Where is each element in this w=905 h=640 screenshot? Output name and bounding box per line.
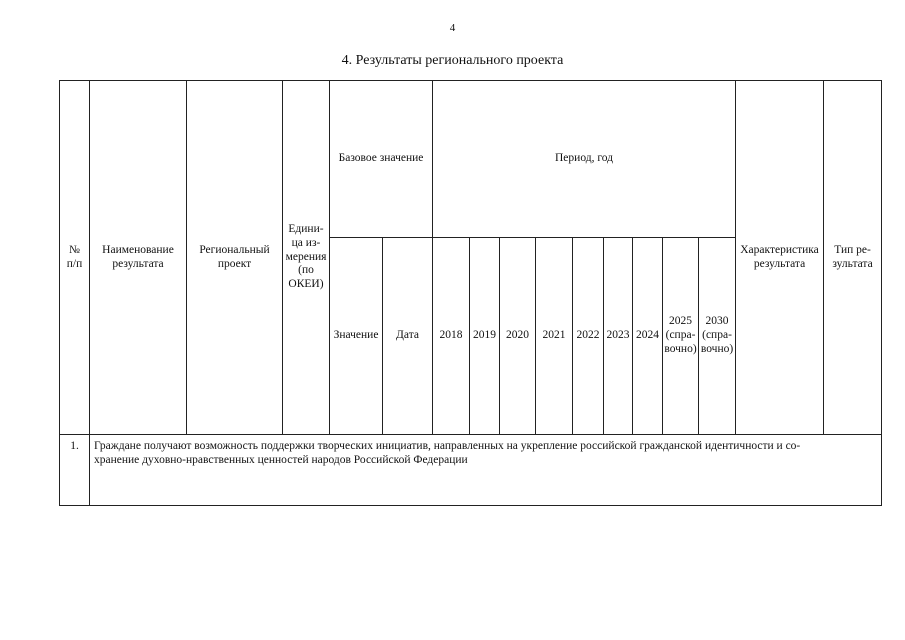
section-title: 4. Результаты регионального проекта (341, 53, 564, 68)
header-regional-project: Региональный проект (187, 81, 283, 435)
header-result-type: Тип ре- зультата (824, 81, 882, 435)
table-row (60, 435, 882, 506)
header-num: № п/п (60, 81, 90, 435)
header-year-2030: 2030 (спра- вочно) (699, 238, 736, 435)
header-year-2022: 2022 (573, 238, 604, 435)
header-year-2023: 2023 (604, 238, 633, 435)
header-year-2025: 2025 (спра- вочно) (663, 238, 699, 435)
header-value: Значение (330, 238, 383, 435)
header-unit: Едини- ца из- мерения (по ОКЕИ) (283, 81, 330, 435)
header-base-value: Базовое значение (330, 81, 433, 238)
header-characteristic: Характеристика результата (736, 81, 824, 435)
header-period: Период, год (433, 81, 736, 238)
header-row-top (60, 81, 882, 238)
header-year-2018: 2018 (433, 238, 470, 435)
page-number: 4 (449, 22, 456, 34)
results-table (59, 80, 882, 506)
header-date: Дата (383, 238, 433, 435)
header-year-2021: 2021 (536, 238, 573, 435)
row-num: 1. (60, 435, 90, 506)
header-year-2024: 2024 (633, 238, 663, 435)
row-description: Граждане получают возможность поддержки творческих инициатив, направленных на укрепление российской гражданской идентичности и со- хранение духовно-нравственных ценностей народов Российской Федерации (90, 435, 882, 506)
header-year-2020: 2020 (500, 238, 536, 435)
header-result-name: Наименование результата (90, 81, 187, 435)
header-year-2019: 2019 (470, 238, 500, 435)
